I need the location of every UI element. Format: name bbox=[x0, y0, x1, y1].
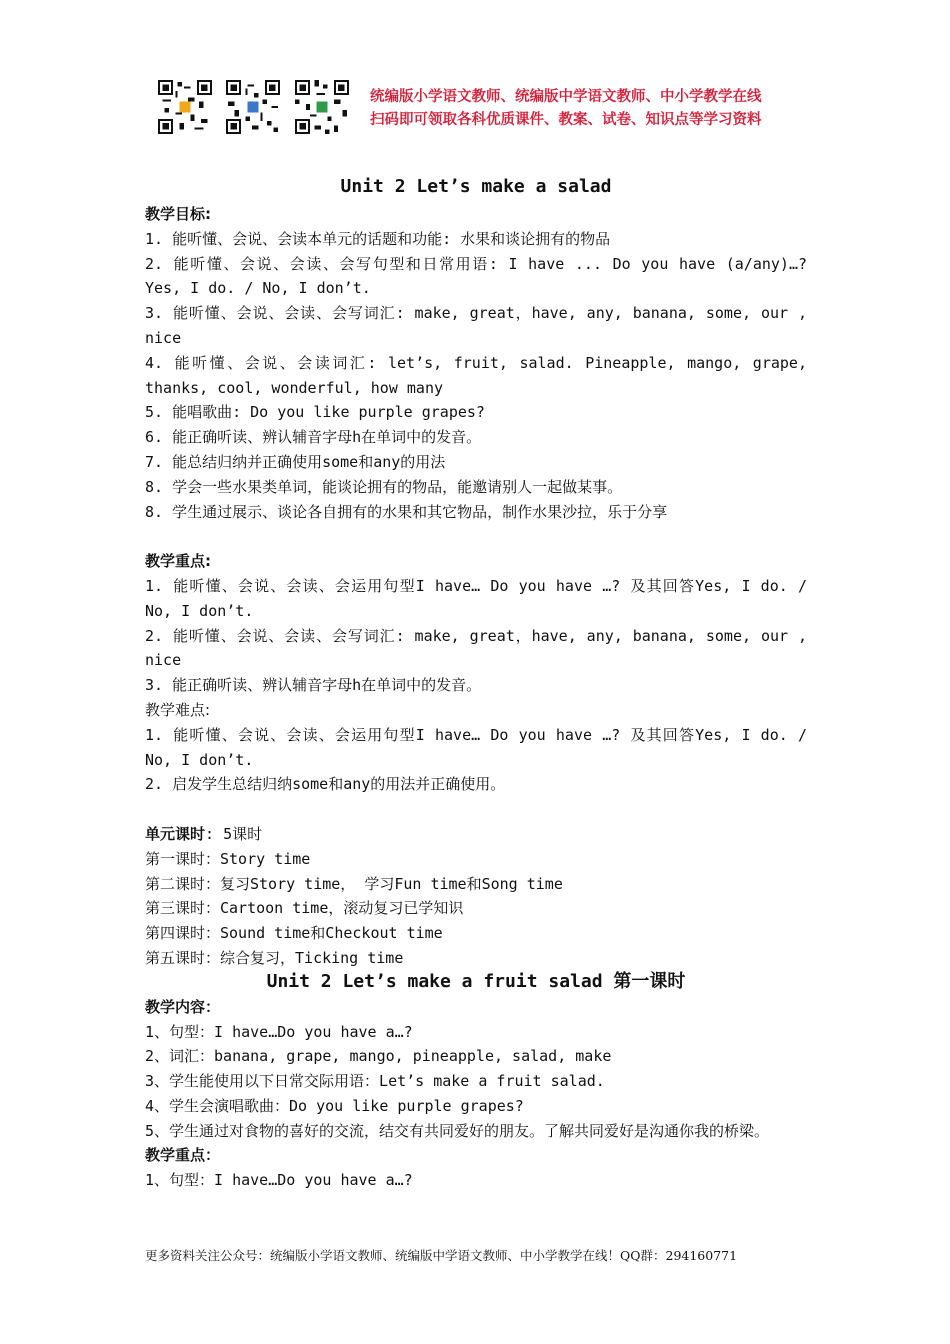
goal-item: 3. 能听懂、会说、会读、会写词汇: make, great，have, any, banana, some, our , nice bbox=[145, 304, 807, 347]
key-point-item: 2. 能听懂、会说、会读、会写词汇: make, great，have, any, banana, some, our , nice bbox=[145, 626, 807, 670]
content-item: 1、句型：I have…Do you have a…? bbox=[145, 1022, 413, 1041]
goal-item: 2. 能听懂、会说、会读、会写句型和日常用语: I have ... Do you have (a/any)…? Yes, I do. / No, I don’t. bbox=[145, 254, 807, 298]
content-item: 2、词汇：banana, grape, mango, pineapple, salad, make bbox=[145, 1047, 612, 1066]
content-item: 5、学生通过对食物的喜好的交流，结交有共同爱好的朋友。了解共同爱好是沟通你我的桥梁。 bbox=[145, 1121, 770, 1140]
qr-code-icon bbox=[226, 80, 280, 134]
section-heading: 教学重点: bbox=[145, 552, 211, 571]
period-item: 第五课时：综合复习，Ticking time bbox=[145, 948, 404, 967]
qr-code-icon bbox=[295, 80, 349, 134]
goal-item: 1. 能听懂、会说、会读本单元的话题和功能: 水果和谈论拥有的物品 bbox=[145, 229, 611, 248]
banner-line: 统编版小学语文教师、统编版中学语文教师、中小学教学在线 bbox=[370, 89, 762, 105]
content-item: 3、学生能使用以下日常交际用语：Let’s make a fruit salad. bbox=[145, 1072, 605, 1091]
goal-item: 8. 学生通过展示、谈论各自拥有的水果和其它物品，制作水果沙拉，乐于分享 bbox=[145, 502, 668, 521]
goal-item: 8. 学会一些水果类单词，能谈论拥有的物品，能邀请别人一起做某事。 bbox=[145, 477, 623, 496]
difficult-point-item: 1. 能听懂、会说、会读、会运用句型I have… Do you have …? 及其回答Yes, I do. / No, I don’t. bbox=[145, 725, 807, 769]
focus-item: 1、句型：I have…Do you have a…? bbox=[145, 1171, 413, 1190]
periods-value: : 5课时 bbox=[205, 824, 263, 843]
period-item: 第三课时：Cartoon time，滚动复习已学知识 bbox=[145, 899, 464, 918]
goal-item: 5. 能唱歌曲: Do you like purple grapes? bbox=[145, 403, 485, 422]
section-heading: 教学难点: bbox=[145, 700, 211, 719]
goal-item: 4. 能听懂、会说、会读词汇: let’s, fruit, salad. Pineapple, mango, grape, thanks, cool, wonderful, how many bbox=[145, 353, 807, 397]
qr-code-icon bbox=[158, 80, 212, 134]
section-heading: 教学目标: bbox=[145, 205, 211, 223]
difficult-point-item: 2. 启发学生总结归纳some和any的用法并正确使用。 bbox=[145, 775, 506, 794]
page-footer: 更多资料关注公众号：统编版小学语文教师、统编版中学语文教师、中小学教学在线！QQ群：294160771 bbox=[145, 1248, 738, 1263]
period-item: 第二课时：复习Story time， 学习Fun time和Song time bbox=[145, 874, 563, 893]
content-item: 4、学生会演唱歌曲：Do you like purple grapes? bbox=[145, 1096, 524, 1115]
promo-banner bbox=[370, 86, 800, 132]
lesson-title: Unit 2 Let’s make a fruit salad 第一课时 bbox=[266, 970, 686, 992]
document-body bbox=[145, 174, 807, 1193]
page-header bbox=[158, 80, 798, 136]
document-title: Unit 2 Let’s make a salad bbox=[340, 176, 612, 197]
period-item: 第四课时：Sound time和Checkout time bbox=[145, 924, 443, 943]
key-point-item: 1. 能听懂、会说、会读、会运用句型I have… Do you have …? 及其回答Yes, I do. / No, I don’t. bbox=[145, 576, 807, 620]
section-heading: 教学内容： bbox=[145, 997, 221, 1016]
banner-line: 扫码即可领取各科优质课件、教案、试卷、知识点等学习资料 bbox=[370, 112, 762, 128]
periods-summary bbox=[145, 822, 807, 847]
goal-item: 6. 能正确听读、辨认辅音字母h在单词中的发音。 bbox=[145, 428, 482, 447]
period-item: 第一课时：Story time bbox=[145, 849, 311, 868]
section-heading: 教学重点： bbox=[145, 1146, 221, 1165]
goal-item: 7. 能总结归纳并正确使用some和any的用法 bbox=[145, 452, 446, 471]
key-point-item: 3. 能正确听读、辨认辅音字母h在单词中的发音。 bbox=[145, 676, 482, 695]
section-heading: 单元课时 bbox=[145, 824, 206, 843]
